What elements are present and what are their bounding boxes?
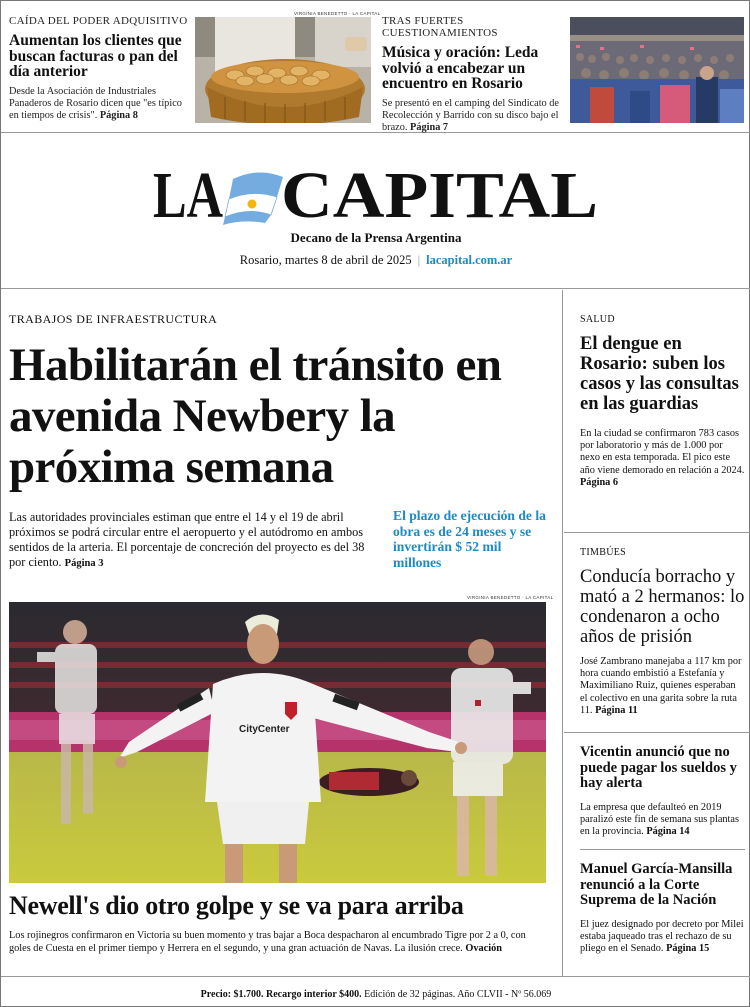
story-timbues[interactable] bbox=[580, 547, 745, 717]
photo-credit: VIRGINIA BENEDETTO · LA CAPITAL bbox=[294, 11, 381, 16]
footer bbox=[1, 976, 750, 1007]
bread-photo bbox=[195, 17, 371, 123]
price: Precio: $1.700. Recargo interior $400. bbox=[200, 989, 362, 1000]
column-divider bbox=[580, 849, 745, 850]
teaser-headline[interactable]: Aumentan los clientes que buscan facturas o pan del día anterior bbox=[9, 32, 182, 80]
page-ref: Página 6 bbox=[580, 476, 619, 488]
story-headline[interactable]: El dengue en Rosario: suben los casos y las consultas en las guardias bbox=[580, 334, 739, 414]
main-column bbox=[1, 290, 563, 976]
lead-body-text: Las autoridades provinciales estiman que entre el 14 y el 19 de abril próximos se podrá circular entre el aeropuerto y el autódromo en ambos sentidos de la arteria. El porcentaje de concreción del proyecto es del 38 por ciento. bbox=[9, 510, 365, 569]
story-body-text: La empresa que defaulteó en 2019 paralizó este fin de semana sus plantas en la provincia. bbox=[580, 801, 739, 837]
crowd-photo-image bbox=[570, 17, 744, 123]
teaser-bread[interactable] bbox=[9, 15, 189, 122]
page-ref: Ovación bbox=[465, 942, 502, 954]
teaser-headline[interactable]: Música y oración: Leda volvió a encabezar un encuentro en Rosario bbox=[382, 44, 539, 92]
teaser-body-text: Se presentó en el camping del Sindicato de Recolección y Barrido con su disco bajo el brazo. bbox=[382, 97, 559, 133]
lead-headline[interactable]: Habilitarán el tránsito en avenida Newbery la próxima semana bbox=[9, 339, 502, 493]
page-ref: Página 8 bbox=[99, 109, 138, 121]
story-body bbox=[580, 428, 745, 489]
story-dengue[interactable] bbox=[580, 314, 745, 489]
teaser-kicker: CAÍDA DEL PODER ADQUISITIVO bbox=[9, 15, 188, 27]
bread-photo-image bbox=[195, 17, 371, 123]
edition-info: Edición de 32 páginas. Año CLVII - Nº 56.069 bbox=[364, 989, 552, 1000]
story-body-text: El juez designado por decreto por Milei estaba jaqueado tras el rechazo de su pliego en el Senado. bbox=[580, 918, 744, 954]
sport-body bbox=[9, 930, 549, 955]
newells-photo-image bbox=[9, 602, 546, 883]
newells-photo bbox=[9, 602, 546, 883]
photo-credit: VIRGINIA BENEDETTO · LA CAPITAL bbox=[467, 595, 554, 600]
tagline: Decano de la Prensa Argentina bbox=[290, 230, 462, 245]
story-vicentin[interactable] bbox=[580, 745, 745, 838]
page-ref: Página 15 bbox=[666, 942, 710, 954]
column-divider bbox=[564, 732, 750, 733]
sponsor-logo: CityCenter bbox=[239, 724, 290, 735]
right-column bbox=[564, 290, 750, 976]
story-body-text: En la ciudad se confirmaron 783 casos por laboratorio y más de 1.000 por nexo en esta temporada. El pico este año viene demorado en relación a 2024. bbox=[580, 428, 745, 476]
story-headline[interactable]: Manuel García-Mansilla renunció a la Corte Suprema de la Nación bbox=[580, 861, 733, 908]
crowd-photo bbox=[570, 17, 744, 123]
logo-la: LA bbox=[153, 161, 224, 225]
story-body bbox=[580, 656, 745, 717]
column-divider bbox=[564, 532, 750, 533]
dateline-separator: | bbox=[417, 253, 421, 267]
masthead bbox=[1, 133, 750, 289]
story-kicker: SALUD bbox=[580, 314, 615, 325]
lead-kicker: TRABAJOS DE INFRAESTRUCTURA bbox=[9, 312, 218, 326]
logo-capital: CAPITAL bbox=[281, 161, 598, 225]
la-capital-logo[interactable] bbox=[153, 161, 598, 225]
teaser-leda[interactable] bbox=[382, 15, 564, 134]
sport-headline[interactable]: Newell's dio otro golpe y se va para arriba bbox=[9, 891, 464, 920]
website-link[interactable]: lacapital.com.ar bbox=[426, 253, 513, 267]
story-garcia-mansilla[interactable] bbox=[580, 862, 745, 955]
teaser-body-text: Desde la Asociación de Industriales Panaderos de Rosario dicen que "es típico en tiempos de crisis". bbox=[9, 85, 182, 121]
story-body bbox=[580, 802, 745, 839]
lead-body bbox=[9, 510, 379, 571]
teaser-body bbox=[382, 98, 564, 134]
flag-icon bbox=[223, 172, 283, 225]
story-body-text: José Zambrano manejaba a 117 km por hora cuando embistió a Estefanía y Maximiliano Ruiz, quienes esperaban el colectivo en una garita sobre la ruta 11. bbox=[580, 656, 742, 716]
issue-date: Rosario, martes 8 de abril de 2025 bbox=[239, 253, 412, 267]
teaser-kicker: TRAS FUERTES CUESTIONAMIENTOS bbox=[382, 15, 498, 39]
page-ref: Página 11 bbox=[595, 704, 638, 716]
page-ref: Página 3 bbox=[64, 558, 104, 569]
teaser-body bbox=[9, 86, 189, 122]
story-headline[interactable]: Vicentin anunció que no puede pagar los sueldos y hay alerta bbox=[580, 744, 737, 791]
story-headline[interactable]: Conducía borracho y mató a 2 hermanos: lo condenaron a ocho años de prisión bbox=[580, 567, 745, 647]
story-body bbox=[580, 919, 745, 956]
dateline bbox=[1, 253, 750, 268]
top-teasers bbox=[1, 1, 750, 133]
page-ref: Página 14 bbox=[646, 825, 690, 837]
sport-body-text: Los rojinegros confirmaron en Victoria su buen momento y tras bajar a Boca despacharon al encumbrado Tigre por 2 a 0, con goles de Cuesta en el primer tiempo y Herrera en el segundo, y una gran actuación de Navas. La ilusión crece. bbox=[9, 930, 526, 954]
page-ref: Página 7 bbox=[410, 121, 449, 133]
story-kicker: TIMBÚES bbox=[580, 547, 626, 558]
lead-pull-quote: El plazo de ejecución de la obra es de 24 meses y se invertirán $ 52 mil millones bbox=[393, 508, 546, 570]
